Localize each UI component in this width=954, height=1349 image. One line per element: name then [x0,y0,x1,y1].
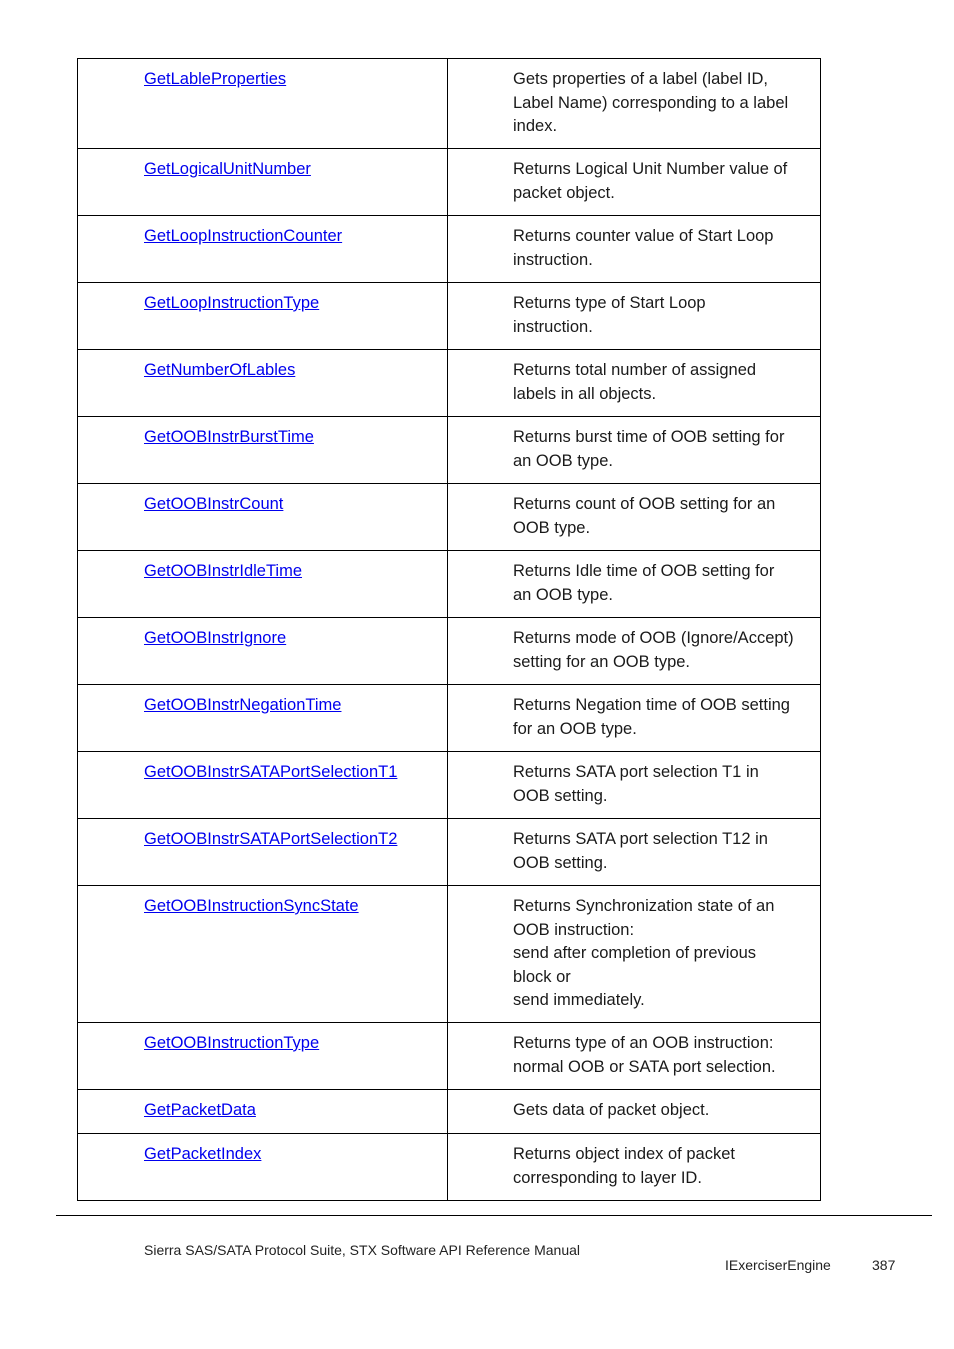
method-link[interactable]: GetOOBInstrSATAPortSelectionT2 [144,830,398,848]
description-line: an OOB type. [513,451,613,470]
method-name-cell [78,1090,448,1134]
method-link[interactable]: GetPacketData [144,1101,256,1119]
table-row [78,484,821,551]
description-line: Label Name) corresponding to a label [513,93,789,112]
method-name-cell [78,350,448,417]
method-name-cell [78,551,448,618]
method-name-cell [78,685,448,752]
method-description-cell [448,685,821,752]
method-description-cell [448,216,821,283]
method-link[interactable]: GetOOBInstrBurstTime [144,428,314,446]
method-link[interactable]: GetNumberOfLables [144,361,296,379]
description-line: OOB setting. [513,853,608,872]
description-line: Returns counter value of Start Loop [513,227,774,245]
method-description-cell [448,59,821,149]
footer-page-number: 387 [872,1257,896,1273]
footer-divider [56,1215,932,1216]
table-row [78,417,821,484]
description-line: Returns total number of assigned [513,361,757,379]
description-line: Gets properties of a label (label ID, [513,70,768,88]
method-description-cell [448,350,821,417]
description-line: Returns SATA port selection T12 in [513,830,768,848]
description-line: Gets data of packet object. [513,1101,710,1119]
method-name-cell [78,618,448,685]
table-row [78,59,821,149]
method-description-cell [448,149,821,216]
method-link[interactable]: GetOOBInstrSATAPortSelectionT1 [144,763,398,781]
description-line: normal OOB or SATA port selection. [513,1057,776,1076]
table-row [78,685,821,752]
table-row [78,618,821,685]
method-link[interactable]: GetLogicalUnitNumber [144,160,311,178]
description-line: send immediately. [513,991,645,1009]
method-link[interactable]: GetLableProperties [144,70,287,88]
description-line: OOB type. [513,518,591,537]
footer-manual-title: Sierra SAS/SATA Protocol Suite, STX Software API Reference Manual [144,1242,581,1258]
description-line: Returns Negation time of OOB setting [513,696,790,714]
method-description-cell [448,819,821,886]
method-name-cell [78,283,448,350]
description-line: send after completion of previous [513,944,757,962]
description-line: packet object. [513,183,615,202]
table-row [78,350,821,417]
table-row [78,283,821,350]
description-line: Returns count of OOB setting for an [513,495,776,513]
table-row [78,149,821,216]
description-line: OOB instruction: [513,920,635,939]
description-line: Returns Synchronization state of an [513,897,775,915]
method-description-cell [448,283,821,350]
method-link[interactable]: GetOOBInstrIgnore [144,629,287,647]
method-link[interactable]: GetOOBInstructionSyncState [144,897,359,915]
method-link[interactable]: GetOOBInstrCount [144,495,284,513]
table-row [78,886,821,1023]
description-line: Returns burst time of OOB setting for [513,428,785,446]
method-description-cell [448,1134,821,1201]
method-link[interactable]: GetLoopInstructionCounter [144,227,343,245]
api-methods-table-body [78,59,821,1201]
method-link[interactable]: GetOOBInstrNegationTime [144,696,342,714]
table-row [78,216,821,283]
method-name-cell [78,417,448,484]
description-line: index. [513,117,558,135]
description-line: Returns object index of packet [513,1145,735,1163]
method-name-cell [78,819,448,886]
method-description-cell [448,551,821,618]
description-line: Returns type of an OOB instruction: [513,1034,774,1052]
method-description-cell [448,1023,821,1090]
method-description-cell [448,618,821,685]
method-name-cell [78,59,448,149]
api-methods-table [77,58,821,1201]
table-row [78,1023,821,1090]
method-description-cell [448,886,821,1023]
description-line: setting for an OOB type. [513,652,691,671]
description-line: Returns mode of OOB (Ignore/Accept) [513,629,794,647]
description-line: instruction. [513,317,593,336]
method-link[interactable]: GetPacketIndex [144,1145,262,1163]
description-line: Returns type of Start Loop [513,294,706,312]
table-row [78,752,821,819]
method-description-cell [448,417,821,484]
method-link[interactable]: GetOOBInstrIdleTime [144,562,303,580]
method-description-cell [448,1090,821,1134]
method-description-cell [448,752,821,819]
description-line: instruction. [513,250,593,269]
method-name-cell [78,752,448,819]
table-row [78,551,821,618]
description-line: block or [513,967,571,986]
footer-section-name: IExerciserEngine [725,1257,831,1273]
method-name-cell [78,149,448,216]
method-name-cell [78,1134,448,1201]
method-name-cell [78,886,448,1023]
method-link[interactable]: GetLoopInstructionType [144,294,320,312]
method-description-cell [448,484,821,551]
description-line: corresponding to layer ID. [513,1168,702,1187]
description-line: an OOB type. [513,585,613,604]
table-row [78,1134,821,1201]
description-line: Returns Idle time of OOB setting for [513,562,775,580]
method-link[interactable]: GetOOBInstructionType [144,1034,320,1052]
description-line: OOB setting. [513,786,608,805]
method-name-cell [78,216,448,283]
description-line: labels in all objects. [513,384,657,403]
table-row [78,819,821,886]
description-line: Returns Logical Unit Number value of [513,160,788,178]
method-name-cell [78,484,448,551]
method-name-cell [78,1023,448,1090]
description-line: for an OOB type. [513,719,637,738]
description-line: Returns SATA port selection T1 in [513,763,759,781]
table-row [78,1090,821,1134]
